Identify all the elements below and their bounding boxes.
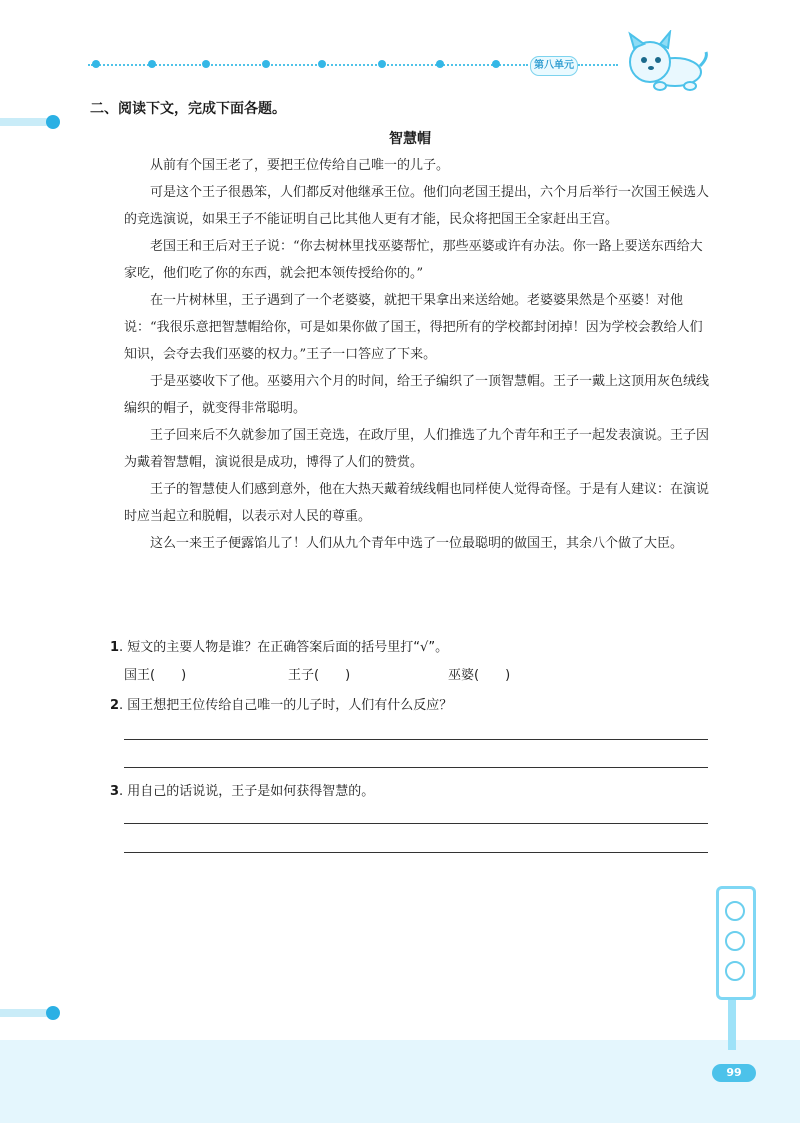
side-decor-dot [46, 1006, 60, 1020]
question-number: 1 [110, 640, 120, 655]
header-dot [92, 60, 100, 68]
question-text: . 用自己的话说说，王子是如何获得智慧的。 [119, 784, 375, 799]
story-paragraph: 这么一来王子便露馅儿了！人们从九个青年中选了一位最聪明的做国王，其余八个做了大臣。 [150, 536, 684, 551]
answer-line[interactable] [124, 767, 708, 768]
question-3 [110, 780, 374, 799]
header-dot [492, 60, 500, 68]
unit-badge: 第八单元 [530, 56, 578, 76]
header-dot [318, 60, 326, 68]
header-dot [436, 60, 444, 68]
header-dot [262, 60, 270, 68]
question-text: . 国王想把王位传给自己唯一的儿子时，人们有什么反应？ [119, 698, 453, 713]
traffic-light-circle [725, 931, 745, 951]
story-paragraph: 可是这个王子很愚笨，人们都反对他继承王位。他们向老国王提出，六个月后举行一次国王候选人的竞选演说，如果王子不能证明自己比其他人更有才能，民众将把国王全家赶出王宫。 [124, 185, 710, 227]
story-title: 智慧帽 [389, 131, 431, 147]
story-paragraph: 在一片树林里，王子遇到了一个老婆婆，就把干果拿出来送给她。老婆婆果然是个巫婆！对他说：“我很乐意把智慧帽给你，可是如果你做了国王，得把所有的学校都封闭掉！因为学校会教给人们知识，会夺去我们巫婆的权力。”王子一口答应了下来。 [124, 293, 703, 362]
question-1 [110, 636, 448, 655]
header-dot [378, 60, 386, 68]
traffic-light-circle [725, 961, 745, 981]
question-number: 3 [110, 784, 120, 799]
header-dotted-line-right [578, 64, 618, 66]
question-number: 2 [110, 698, 120, 713]
traffic-light-circle [725, 901, 745, 921]
answer-line[interactable] [124, 739, 708, 740]
traffic-light-icon [716, 886, 756, 1000]
story-paragraph: 于是巫婆收下了他。巫婆用六个月的时间，给王子编织了一顶智慧帽。王子一戴上这顶用灰色绒线编织的帽子，就变得非常聪明。 [124, 374, 710, 416]
question-text: . 短文的主要人物是谁？在正确答案后面的括号里打“√”。 [119, 640, 449, 655]
story-paragraph: 老国王和王后对王子说：“你去树林里找巫婆帮忙，那些巫婆或许有办法。你一路上要送东西给大家吃，他们吃了你的东西，就会把本领传授给你的。” [124, 239, 703, 281]
question-2 [110, 694, 452, 713]
bottom-band [0, 1040, 800, 1123]
story-paragraph: 从前有个国王老了，要把王位传给自己唯一的儿子。 [150, 158, 450, 173]
header-dot [202, 60, 210, 68]
side-decor-dot [46, 115, 60, 129]
story-body [124, 152, 710, 557]
choice-prince[interactable]: 王子( ) [288, 668, 351, 683]
answer-line[interactable] [124, 852, 708, 853]
story-paragraph: 王子的智慧使人们感到意外，他在大热天戴着绒线帽也同样使人觉得奇怪。于是有人建议：在演说时应当起立和脱帽，以表示对人民的尊重。 [124, 482, 710, 524]
puppy-mascot-icon [620, 30, 710, 100]
header-dot [148, 60, 156, 68]
page-number: 99 [712, 1064, 756, 1082]
side-decor-bar [0, 118, 50, 126]
answer-line[interactable] [124, 823, 708, 824]
story-paragraph: 王子回来后不久就参加了国王竞选，在政厅里，人们推选了九个青年和王子一起发表演说。王子因为戴着智慧帽，演说很是成功，博得了人们的赞赏。 [124, 428, 710, 470]
section-heading: 二、阅读下文，完成下面各题。 [90, 101, 286, 117]
choice-king[interactable]: 国王( ) [124, 668, 187, 683]
side-decor-bar [0, 1009, 50, 1017]
choice-witch[interactable]: 巫婆( ) [448, 668, 511, 683]
